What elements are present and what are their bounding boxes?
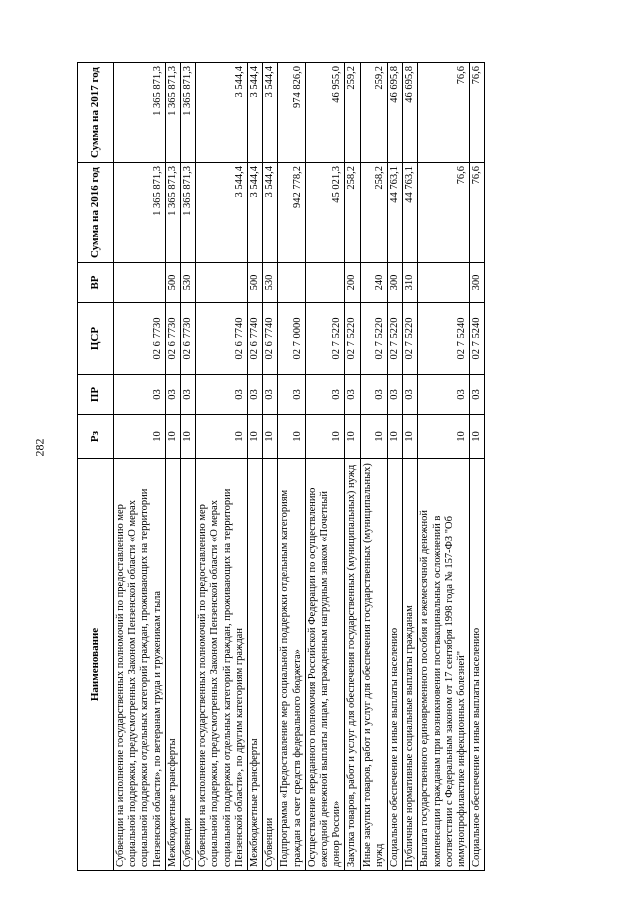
cell-sum-2016: 76,6: [418, 163, 470, 263]
cell-rz: 10: [263, 415, 278, 459]
cell-sum-2017: 3 544,4: [263, 63, 278, 163]
cell-pr: 03: [278, 375, 305, 415]
cell-name: Субвенции на исполнение государственных полномочий по предоставлению мер социальной поддержки, предусмотренных Законом Пензенской области «О мерах социальной поддержки отдельных категорий граждан, проживающих на территории Пензенской области», по ветеранам труда и труженикам тыла: [114, 459, 166, 871]
cell-name: Выплата государственного единовременного пособия и ежемесячной денежной компенсации гражданам при возникновении поствакцинальных осложнений в соответствии с Федеральным законом от 17 сентября 1998 года № 157-ФЗ "Об иммунопрофилактике инфекционных болезней": [418, 459, 470, 871]
cell-pr: 03: [181, 375, 196, 415]
cell-csr: 02 7 5240: [470, 303, 485, 375]
cell-csr: 02 6 7740: [196, 303, 248, 375]
cell-sum-2016: 3 544,4: [248, 163, 263, 263]
cell-rz: 10: [470, 415, 485, 459]
cell-csr: 02 7 0000: [278, 303, 305, 375]
cell-sum-2017: 974 826,0: [278, 63, 305, 163]
cell-csr: 02 6 7740: [248, 303, 263, 375]
budget-table: [77, 62, 485, 871]
header-sum-2016: Сумма на 2016 год: [78, 163, 114, 263]
cell-name: Подпрограмма «Предоставление мер социальной поддержки отдельным категориям граждан за счет средств федерального бюджета»: [278, 459, 305, 871]
cell-name: Социальное обеспечение и иные выплаты населению: [388, 459, 403, 871]
cell-csr: 02 7 5220: [388, 303, 403, 375]
cell-sum-2017: 3 544,4: [196, 63, 248, 163]
cell-name: Субвенции: [263, 459, 278, 871]
cell-sum-2017: 3 544,4: [248, 63, 263, 163]
cell-csr: 02 7 5240: [418, 303, 470, 375]
cell-sum-2016: 258,2: [360, 163, 387, 263]
cell-pr: 03: [403, 375, 418, 415]
cell-name: Публичные нормативные социальные выплаты гражданам: [403, 459, 418, 871]
page-number: 282: [32, 438, 47, 457]
cell-sum-2016: 44 763,1: [403, 163, 418, 263]
cell-csr: 02 7 5220: [403, 303, 418, 375]
cell-name: Закупка товаров, работ и услуг для обеспечения государственных (муниципальных) нужд: [345, 459, 360, 871]
cell-rz: 10: [248, 415, 263, 459]
cell-sum-2016: 45 021,3: [305, 163, 345, 263]
cell-rz: 10: [418, 415, 470, 459]
cell-vr: 530: [263, 263, 278, 303]
cell-sum-2017: 76,6: [418, 63, 470, 163]
cell-name: Субвенции: [181, 459, 196, 871]
cell-sum-2017: 46 695,8: [388, 63, 403, 163]
cell-sum-2017: 46 955,0: [305, 63, 345, 163]
table-row: [305, 63, 345, 871]
cell-pr: 03: [418, 375, 470, 415]
cell-pr: 03: [114, 375, 166, 415]
table-row: [470, 63, 485, 871]
cell-rz: 10: [388, 415, 403, 459]
cell-vr: 300: [388, 263, 403, 303]
cell-pr: 03: [263, 375, 278, 415]
table-row: [263, 63, 278, 871]
header-vr: ВР: [78, 263, 114, 303]
cell-csr: 02 6 7740: [263, 303, 278, 375]
cell-sum-2017: 259,2: [345, 63, 360, 163]
cell-vr: 200: [345, 263, 360, 303]
cell-name: Социальное обеспечение и иные выплаты населению: [470, 459, 485, 871]
table-row: [196, 63, 248, 871]
table-row: [248, 63, 263, 871]
cell-pr: 03: [345, 375, 360, 415]
table-row: [403, 63, 418, 871]
header-csr: ЦСР: [78, 303, 114, 375]
table-row: [165, 63, 180, 871]
cell-vr: 240: [360, 263, 387, 303]
cell-vr: 300: [470, 263, 485, 303]
rotated-budget-table-container: [77, 63, 619, 871]
cell-rz: 10: [196, 415, 248, 459]
header-sum-2017: Сумма на 2017 год: [78, 63, 114, 163]
cell-name: Иные закупки товаров, работ и услуг для обеспечения государственных (муниципальных) нужд: [360, 459, 387, 871]
cell-rz: 10: [345, 415, 360, 459]
cell-vr: 310: [403, 263, 418, 303]
cell-sum-2017: 1 365 871,3: [165, 63, 180, 163]
cell-name: Межбюджетные трансферты: [165, 459, 180, 871]
cell-sum-2016: 942 778,2: [278, 163, 305, 263]
cell-csr: 02 6 7730: [181, 303, 196, 375]
table-row: [388, 63, 403, 871]
cell-name: Осуществление переданного полномочия Российской Федерации по осуществлению ежегодной денежной выплаты лицам, награжденным нагрудным знаком «Почетный донор России»: [305, 459, 345, 871]
cell-pr: 03: [165, 375, 180, 415]
cell-sum-2016: 44 763,1: [388, 163, 403, 263]
cell-vr: [278, 263, 305, 303]
cell-sum-2016: 1 365 871,3: [181, 163, 196, 263]
table-header-row: [78, 63, 114, 871]
cell-sum-2017: 1 365 871,3: [114, 63, 166, 163]
cell-csr: 02 7 5220: [305, 303, 345, 375]
table-row: [418, 63, 470, 871]
cell-rz: 10: [165, 415, 180, 459]
cell-name: Субвенции на исполнение государственных полномочий по предоставлению мер социальной поддержки, предусмотренных Законом Пензенской области «О мерах социальной поддержки отдельных категорий граждан, проживающих на территории Пензенской области», по другим категориям граждан: [196, 459, 248, 871]
header-name: Наименование: [78, 459, 114, 871]
table-row: [114, 63, 166, 871]
cell-csr: 02 7 5220: [345, 303, 360, 375]
cell-sum-2017: 259,2: [360, 63, 387, 163]
cell-vr: 530: [181, 263, 196, 303]
cell-sum-2017: 1 365 871,3: [181, 63, 196, 163]
cell-sum-2016: 3 544,4: [196, 163, 248, 263]
table-row: [360, 63, 387, 871]
header-pr: ПР: [78, 375, 114, 415]
cell-pr: 03: [248, 375, 263, 415]
cell-pr: 03: [360, 375, 387, 415]
cell-pr: 03: [305, 375, 345, 415]
cell-rz: 10: [305, 415, 345, 459]
cell-rz: 10: [114, 415, 166, 459]
header-rz: Рз: [78, 415, 114, 459]
cell-vr: [114, 263, 166, 303]
cell-sum-2016: 3 544,4: [263, 163, 278, 263]
table-body: [114, 63, 485, 871]
cell-rz: 10: [181, 415, 196, 459]
cell-vr: 500: [165, 263, 180, 303]
cell-sum-2016: 76,6: [470, 163, 485, 263]
cell-pr: 03: [470, 375, 485, 415]
table-row: [345, 63, 360, 871]
cell-pr: 03: [388, 375, 403, 415]
cell-csr: 02 6 7730: [114, 303, 166, 375]
cell-pr: 03: [196, 375, 248, 415]
cell-sum-2017: 76,6: [470, 63, 485, 163]
cell-csr: 02 7 5220: [360, 303, 387, 375]
table-row: [181, 63, 196, 871]
cell-sum-2016: 258,2: [345, 163, 360, 263]
cell-rz: 10: [360, 415, 387, 459]
cell-csr: 02 6 7730: [165, 303, 180, 375]
cell-vr: [418, 263, 470, 303]
cell-sum-2016: 1 365 871,3: [114, 163, 166, 263]
cell-vr: [305, 263, 345, 303]
cell-sum-2017: 46 695,8: [403, 63, 418, 163]
cell-vr: [196, 263, 248, 303]
cell-rz: 10: [403, 415, 418, 459]
cell-rz: 10: [278, 415, 305, 459]
cell-sum-2016: 1 365 871,3: [165, 163, 180, 263]
cell-vr: 500: [248, 263, 263, 303]
cell-name: Межбюджетные трансферты: [248, 459, 263, 871]
table-row: [278, 63, 305, 871]
